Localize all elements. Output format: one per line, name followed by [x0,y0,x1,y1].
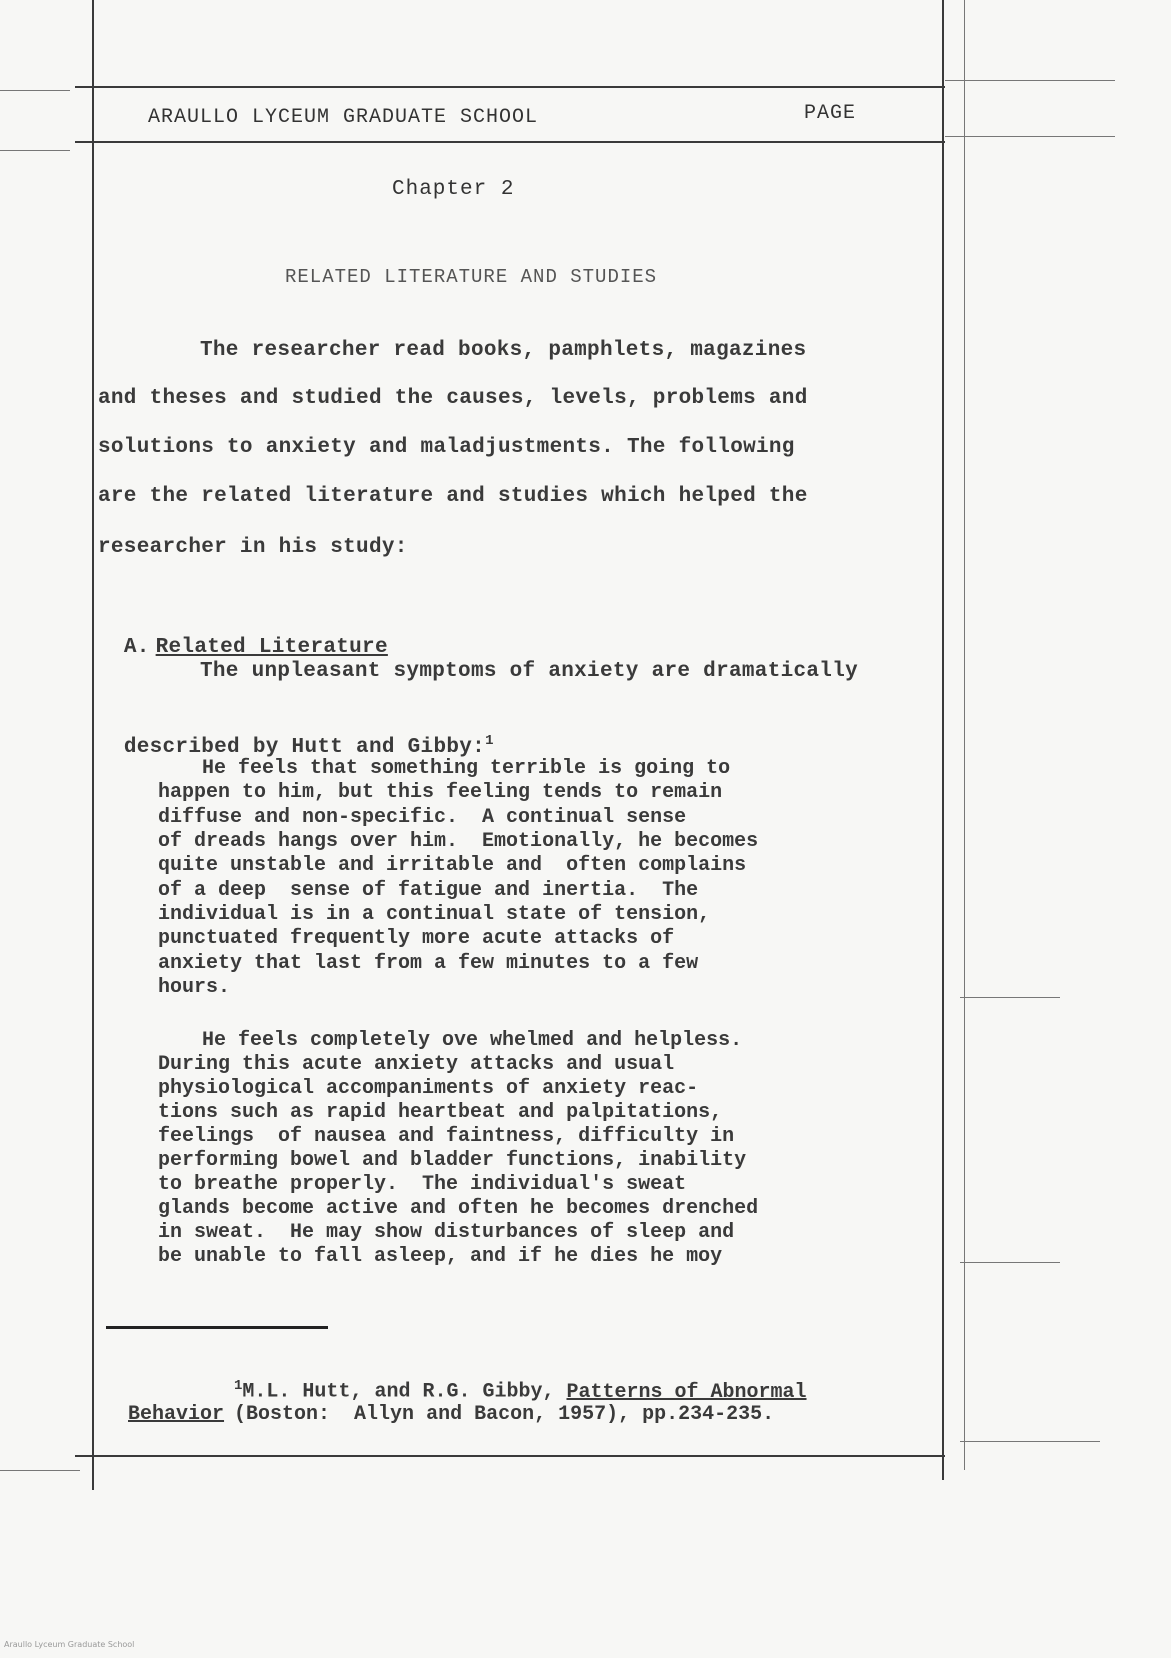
page-bottom-line [75,1455,945,1457]
footnote-ref: 1 [485,733,494,749]
quote1-line: hours. [158,976,231,999]
right-outer-line [964,0,965,1470]
footnote-publication: (Boston: Allyn and Bacon, 1957), pp.234-235. [234,1403,775,1426]
right-edge-tick [945,80,1115,81]
quote2-line: be unable to fall asleep, and if he dies he moy [158,1245,723,1268]
footnote-title-part2: Behavior [128,1403,225,1426]
quote2-line: in sweat. He may show disturbances of sleep and [158,1221,735,1244]
intro-line-2: and theses and studied the causes, levels, problems and [98,387,808,410]
intro-line-5: researcher in his study: [98,536,408,559]
scan-stamp: Araullo Lyceum Graduate School [4,1640,135,1649]
intro-line-3: solutions to anxiety and maladjustments. The following [98,436,795,459]
quote2-line: He feels completely ove whelmed and helpless. [202,1029,743,1052]
footnote-title-part1: Patterns of Abnormal [566,1380,807,1404]
quote1-line: of dreads hangs over him. Emotionally, he becomes [158,830,759,853]
quote1-line: anxiety that last from a few minutes to a few [158,952,699,975]
right-edge-tick [945,136,1115,137]
right-edge-tick [960,997,1060,998]
intro-line-4: are the related literature and studies which helped the [98,485,808,508]
footnote-marker: 1 [234,1378,243,1394]
section-a-line-2-text: described by Hutt and Gibby: [123,736,486,759]
quote1-line: happen to him, but this feeling tends to remain [158,781,723,804]
chapter-number: Chapter 2 [392,178,515,201]
quote2-line: During this acute anxiety attacks and usual [158,1053,675,1076]
quote1-line: quite unstable and irritable and often complains [158,854,747,877]
quote2-line: tions such as rapid heartbeat and palpitations, [158,1101,723,1124]
section-a-prefix: A. [123,636,150,659]
quote2-line: glands become active and often he becomes drenched [158,1197,759,1220]
footnote-separator [106,1326,328,1329]
quote2-line: feelings of nausea and faintness, difficulty in [158,1125,735,1148]
footnote-line-2 [104,1380,774,1426]
quote2-line: physiological accompaniments of anxiety reac- [158,1077,699,1100]
chapter-title: RELATED LITERATURE AND STUDIES [285,266,658,288]
left-margin-line [92,0,94,1490]
intro-line-1: The researcher read books, pamphlets, magazines [200,339,807,362]
page-label: PAGE [804,102,857,125]
quote1-line: individual is in a continual state of tension, [158,903,711,926]
header-top-line [75,86,945,88]
right-margin-line [942,0,944,1480]
left-edge-tick [0,90,70,91]
section-a-heading [98,613,388,659]
school-name: ARAULLO LYCEUM GRADUATE SCHOOL [148,106,539,129]
right-edge-tick [960,1441,1100,1442]
left-edge-tick [0,1470,80,1471]
quote1-line: diffuse and non-specific. A continual sense [158,806,687,829]
section-a-title: Related Literature [155,636,388,659]
section-a-line-1: The unpleasant symptoms of anxiety are dramatically [200,660,859,683]
header-bottom-line [75,141,945,143]
right-edge-tick [960,1262,1060,1263]
quote2-line: performing bowel and bladder functions, inability [158,1149,747,1172]
quote2-line: to breathe properly. The individual's sweat [158,1173,687,1196]
left-edge-tick [0,150,70,151]
footnote-authors: M.L. Hutt, and R.G. Gibby, [242,1380,555,1404]
quote1-line: He feels that something terrible is going to [202,757,731,780]
section-a-line-2 [98,710,494,759]
quote1-line: of a deep sense of fatigue and inertia. The [158,879,699,902]
quote1-line: punctuated frequently more acute attacks of [158,927,675,950]
